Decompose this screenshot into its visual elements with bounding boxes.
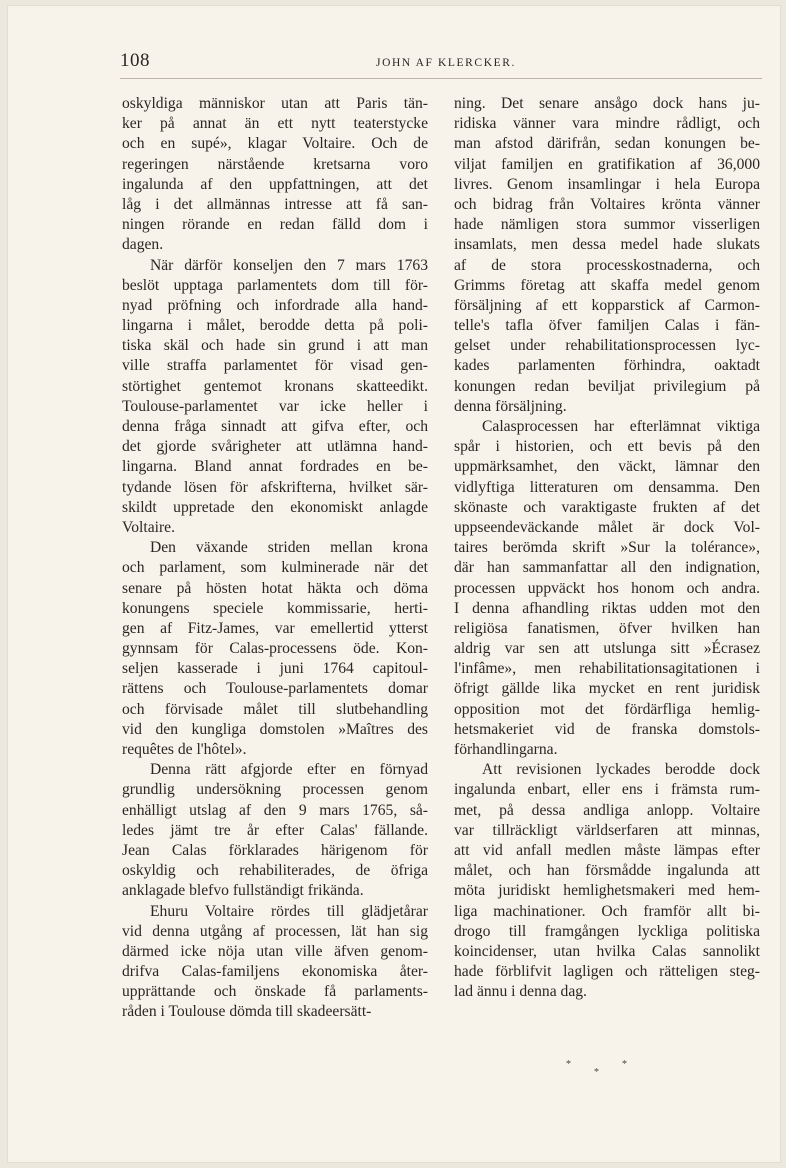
text-line: spår i historien, och ett bevis på den bbox=[454, 438, 760, 456]
text-line: processen uppväckt hos honom och andra. bbox=[454, 579, 760, 597]
text-line: ningen rörande en redan fälld dom i bbox=[122, 216, 428, 234]
text-line: lad ännu i denna dag. bbox=[454, 983, 587, 1001]
paragraph bbox=[122, 902, 428, 1023]
text-line: koincidenser, utan hvilka Calas sannolikt bbox=[454, 942, 760, 960]
paragraph bbox=[122, 538, 428, 760]
text-line: konungen redan beviljat privilegium på bbox=[454, 377, 760, 395]
text-line: opposition mot det fördärfliga hemlig- bbox=[454, 700, 760, 718]
text-line: skönaste och varaktigaste frukten af det bbox=[454, 498, 760, 516]
text-line: af de stora processkostnaderna, och bbox=[454, 256, 760, 274]
text-line: och en supé», klagar Voltaire. Och de bbox=[122, 135, 428, 153]
text-line: senare på hösten hotat häkta och döma bbox=[122, 579, 428, 597]
text-line: beslöt upptaga parlamentets dom till för- bbox=[122, 276, 428, 294]
text-line: hetsmakeriet vid de franska domstols- bbox=[454, 720, 760, 738]
text-line: requêtes de l'hôtel». bbox=[122, 741, 247, 758]
text-line: I denna afhandling riktas udden mot den bbox=[454, 599, 760, 617]
text-line: religiösa fanatismen, öfver hvilken han bbox=[454, 619, 760, 637]
text-line: Den växande striden mellan krona bbox=[150, 539, 428, 557]
asterism-star: * bbox=[594, 1067, 599, 1078]
text-line: aldrig var sen att utslunga sitt »Écrasez bbox=[454, 640, 760, 658]
text-line: hade förblifvit lagligen och rätteligen steg- bbox=[454, 963, 760, 981]
text-line: det gjorde svårigheter att utlämna hand- bbox=[122, 438, 428, 456]
section-asterism bbox=[564, 1059, 654, 1087]
text-line: uppmärksamhet, den väckt, lämnar den bbox=[454, 458, 760, 476]
text-line: tydande lösen för afskrifterna, hvilket sär- bbox=[122, 478, 428, 496]
text-line: upprättande och önskade få parlaments- bbox=[122, 983, 428, 1001]
text-line: dagen. bbox=[122, 236, 164, 254]
text-line: lingarna. Bland annat fordrades en be- bbox=[122, 458, 428, 476]
text-line: skildt uppretade den ekonomiskt anlagde bbox=[122, 498, 428, 516]
text-line: drogo till framgången lyckliga politiska bbox=[454, 922, 760, 940]
text-line: telle's tafla öfver familjen Calas i fän- bbox=[454, 317, 760, 335]
text-line: målet, och han försmådde ingalunda att bbox=[454, 862, 760, 880]
text-line: enhälligt utslag af den 9 mars 1765, så- bbox=[122, 801, 428, 819]
text-line: drifva Calas-familjens ekonomiska åter- bbox=[122, 963, 428, 981]
text-line: Jean Calas förklarades härigenom för bbox=[122, 841, 428, 859]
text-line: Grimms företag att skaffa medel genom bbox=[454, 276, 760, 294]
paragraph bbox=[122, 94, 428, 256]
text-line: och förvisade målet till slutbehandling bbox=[122, 700, 428, 718]
text-line: Calasprocessen har efterlämnat viktiga bbox=[482, 418, 760, 435]
text-line: där han sammanfattar all den indignation, bbox=[454, 559, 760, 577]
text-line: grundlig undersökning processen genom bbox=[122, 781, 428, 799]
text-line: vid den kungliga domstolen »Maîtres des bbox=[122, 720, 428, 738]
text-line: ker på annat än ett nytt teaterstycke bbox=[122, 115, 428, 133]
text-line: livres. Genom insamlingar i hela Europa bbox=[454, 175, 760, 193]
text-line: vidlyftiga litteraturen om densamma. Den bbox=[454, 478, 760, 496]
text-line: uppseendeväckande målet är dock Vol- bbox=[454, 518, 760, 536]
text-line: ridiska vänner vara mindre rådligt, och bbox=[454, 115, 760, 133]
asterism-star: * bbox=[622, 1059, 627, 1070]
text-line: var tillräckligt världserfaren att minnas, bbox=[454, 821, 760, 839]
text-line: Voltaire. bbox=[122, 518, 175, 536]
text-line: lingarna i målet, berodde detta på poli- bbox=[122, 317, 428, 335]
text-line: Att revisionen lyckades berodde dock bbox=[482, 761, 760, 779]
left-text-column bbox=[122, 94, 428, 1023]
text-line: gynnsam för Calas-processens öde. Kon- bbox=[122, 640, 428, 658]
text-line: möta juridiskt hemlighetsmakeri med hem- bbox=[454, 882, 760, 900]
text-line: låg i det allmännas intresse att få san- bbox=[122, 195, 428, 213]
text-line: att vid anfall medlen måste lämpas efter bbox=[454, 841, 760, 859]
text-line: och parlament, som kulminerade när det bbox=[122, 559, 428, 577]
book-page bbox=[8, 6, 780, 1162]
right-text-column bbox=[454, 94, 760, 1002]
text-line: gelset under rehabilitationsprocessen lyc- bbox=[454, 337, 760, 355]
text-line: gen af Fitz-James, var emellertid ytterst bbox=[122, 619, 428, 637]
text-line: hade nämligen stora summor visserligen bbox=[454, 216, 760, 234]
text-line: När därför konseljen den 7 mars 1763 bbox=[150, 256, 428, 274]
text-line: Denna rätt afgjorde efter en förnyad bbox=[150, 761, 428, 779]
text-line: försäljning af ett kopparstick af Carmon- bbox=[454, 296, 760, 314]
text-line: oskyldig och rehabiliterades, de öfriga bbox=[122, 862, 428, 880]
text-line: förhandlingarna. bbox=[454, 741, 558, 758]
text-line: ledes jämt tre år efter Calas' fällande. bbox=[122, 821, 428, 839]
asterism-star: * bbox=[566, 1059, 571, 1070]
text-line: man afstod därifrån, sedan konungen be- bbox=[454, 135, 760, 153]
paragraph bbox=[454, 94, 760, 417]
text-line: denna försäljning. bbox=[454, 397, 567, 415]
text-line: seljen kasserade i juni 1764 capitoul- bbox=[122, 660, 428, 678]
text-line: ingalunda af den uppfattningen, att det bbox=[122, 175, 428, 193]
text-line: oskyldiga människor utan att Paris tän- bbox=[122, 95, 428, 112]
text-line: ning. Det senare ansågo dock hans ju- bbox=[454, 95, 760, 112]
page-header bbox=[120, 50, 762, 79]
text-line: taires berömda skrift »Sur la tolérance», bbox=[454, 539, 760, 557]
text-line: störtighet gentemot kronans skatteedikt. bbox=[122, 377, 428, 395]
text-line: Toulouse-parlamentet var icke heller i bbox=[122, 397, 428, 415]
text-line: vid denna utgång af processen, lät han sig bbox=[122, 922, 428, 940]
text-line: regeringen närstående kretsarna voro bbox=[122, 155, 428, 173]
text-line: liga machinationer. Och framför allt bi- bbox=[454, 902, 760, 920]
paragraph bbox=[122, 760, 428, 901]
running-title: JOHN AF KLERCKER. bbox=[376, 57, 516, 69]
paragraph bbox=[454, 417, 760, 760]
text-line: tiska skäl och hade sin grund i att man bbox=[122, 337, 428, 355]
text-line: met, på dessa andliga anlopp. Voltaire bbox=[454, 801, 760, 819]
text-line: konungens speciele kommissarie, herti- bbox=[122, 599, 428, 617]
text-line: därmed icke nöja utan ville äfven genom- bbox=[122, 942, 428, 960]
text-line: råden i Toulouse dömda till skadeersätt- bbox=[122, 1003, 372, 1021]
text-line: rättens och Toulouse-parlamentets domar bbox=[122, 680, 428, 698]
text-line: viljat familjen en gratifikation af 36,000 bbox=[454, 155, 760, 173]
text-line: l'infâme», men rehabilitationsagitationen i bbox=[454, 660, 760, 678]
text-line: Ehuru Voltaire rördes till glädjetårar bbox=[150, 902, 428, 920]
text-line: nyad pröfning och infordrade alla hand- bbox=[122, 296, 428, 314]
text-line: kades parlamenten förhindra, oaktadt bbox=[454, 357, 760, 375]
text-line: och bidrag från Voltaires krönta vänner bbox=[454, 195, 760, 213]
text-line: anklagade blefvo fullständigt frikända. bbox=[122, 882, 364, 900]
paragraph bbox=[454, 760, 760, 1002]
text-line: öfrigt gällde lika mycket en rent juridisk bbox=[454, 680, 760, 698]
page-number: 108 bbox=[120, 50, 150, 71]
text-line: ville straffa parlamentet för visad gen- bbox=[122, 357, 428, 375]
paragraph bbox=[122, 256, 428, 539]
text-line: ingalunda enbart, eller ens i främsta rum- bbox=[454, 781, 760, 799]
text-line: denna fråga sinnadt att gifva efter, och bbox=[122, 418, 428, 435]
text-line: insamlats, men dessa medel hade slukats bbox=[454, 236, 760, 254]
